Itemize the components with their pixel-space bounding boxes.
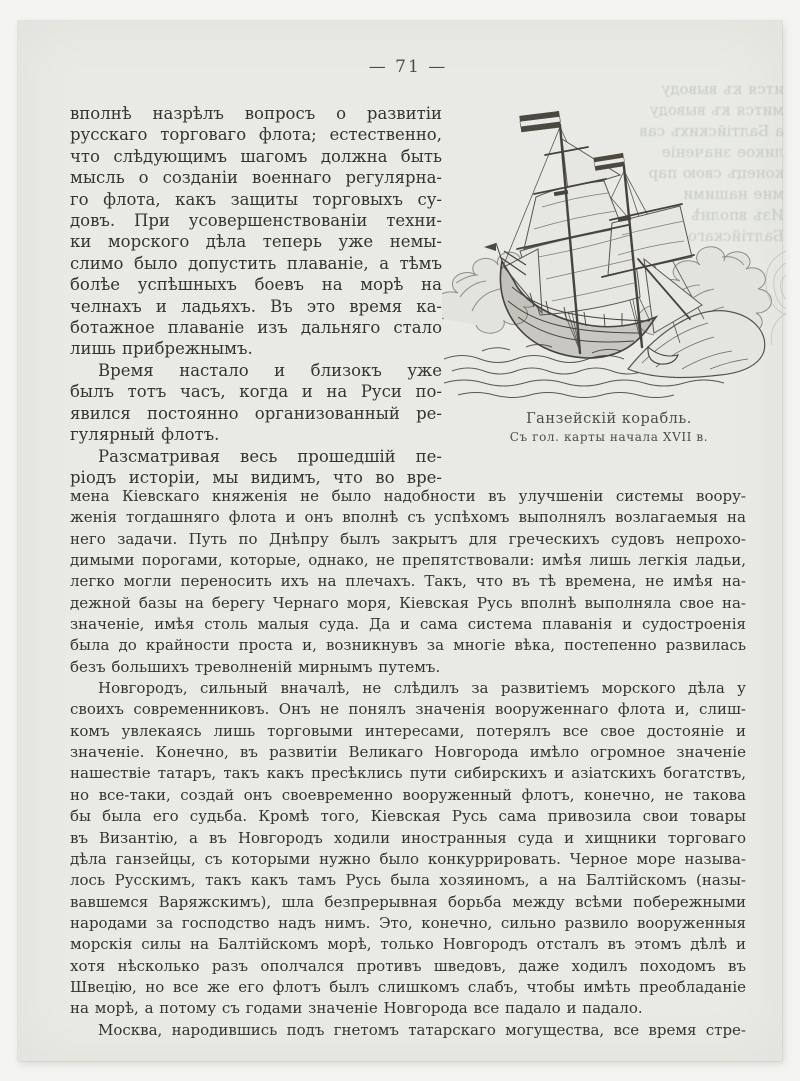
text-line: лось Русскимъ, такъ какъ тамъ Русь была хозяиномъ, а на Балтійскомъ (назы- [70, 871, 746, 890]
text-line: своихъ современниковъ. Онъ не понялъ значенія вооруженнаго флота и, слиш- [70, 700, 746, 719]
text-line: но все-таки, создай онъ своевременно вооруженный флотъ, конечно, не такова [70, 785, 746, 804]
text-line: Швецію, но все же его флотъ былъ слишкомъ слабъ, чтобы имѣть преобладаніе [70, 977, 746, 996]
text-line: вполнѣ назрѣлъ вопросъ о развитіи [70, 104, 442, 123]
text-line: Разсматривая весь прошедшій пе- [98, 446, 442, 466]
text-line: ріодъ исторіи, мы видимъ, что во вре- [70, 467, 442, 487]
ship-engraving-illustration [442, 107, 776, 407]
text-line: Новгородъ, сильный вначалѣ, не слѣдилъ за развитіемъ морского дѣла у [98, 679, 746, 698]
text-line: довъ. При усовершенствованіи техни- [70, 211, 442, 231]
text-line: Время настало и близокъ уже [98, 360, 442, 380]
figure-caption-source: Съ гол. карты начала XVII в. [509, 430, 709, 444]
text-line: ки морского дѣла теперь уже немы- [70, 232, 442, 252]
text-block-main [70, 486, 746, 1041]
text-line: гулярный флотъ. [70, 425, 220, 445]
text-line: женія тогдашняго флота и онъ вполнѣ съ успѣхомъ выполнялъ возлагаемыя на [70, 508, 746, 527]
text-line: безъ большихъ треволненій мирнымъ путемъ. [70, 657, 441, 676]
text-line: дежной базы на берегу Чернаго моря, Кіевская Русь вполнѣ выполняла свое на- [70, 593, 746, 612]
text-column-left [70, 103, 442, 488]
text-line: нашествіе татаръ, такъ какъ пресѣклись пути сибирскихъ и азіатскихъ богатствъ, [70, 764, 746, 783]
scanned-page [18, 21, 782, 1061]
text-line: димыми порогами, которые, однако, не препятствовали: имѣя лишь легкія ладьи, [70, 551, 746, 570]
text-line: го флота, какъ защиты торговыхъ су- [70, 189, 442, 209]
text-line: болѣе успѣшныхъ боевъ на морѣ на [70, 275, 442, 295]
text-line: народами за господство надъ нимъ. Это, конечно, сильно развило вооруженныя [70, 913, 746, 932]
text-line: явился постоянно организованный ре- [70, 403, 442, 423]
text-line: а Балтійскихъ сав [639, 122, 784, 140]
text-line: ится къ выводу [661, 80, 784, 98]
text-line: легко могли переносить ихъ на плечахъ. Такъ, что въ тѣ времена, не имѣя на- [70, 572, 746, 591]
text-line: ботажное плаваніе изъ дальняго стало [70, 318, 442, 338]
text-line: въ Византію, а въ Новгородъ ходили иностранныя суда и хищники торговаго [70, 828, 746, 847]
text-line: была до крайности проста и, возникнувъ за многіе вѣка, постепенно развилась [70, 636, 746, 655]
text-line: челнахъ и ладьяхъ. Въ это время ка- [70, 296, 442, 316]
text-line: слимо было допустить плаваніе, а тѣмъ [70, 253, 442, 273]
text-line: него задачи. Путь по Днѣпру былъ закрытъ для греческихъ судовъ непрохо- [70, 529, 746, 548]
text-line: Изъ вполнѣ [691, 206, 784, 224]
scan-smudge [758, 243, 786, 353]
text-line: мне нашими [683, 185, 784, 203]
hanseatic-ship-figure [442, 107, 776, 444]
text-line: хотя нѣсколько разъ ополчался противъ шведовъ, даже ходилъ походомъ въ [70, 956, 746, 975]
text-line: русскаго торговаго флота; естественно, [70, 125, 442, 145]
text-line: ликое значеніе [661, 143, 784, 161]
text-line: лишь прибрежнымъ. [70, 339, 253, 359]
figure-caption-title: Ганзейскій корабль. [526, 411, 692, 427]
text-line: Москва, народившись подъ гнетомъ татарскаго могущества, все время стре- [98, 1020, 746, 1039]
text-line: комъ увлекаясь лишь торговыми интересами, потерялъ все свое достояніе и [70, 721, 746, 740]
text-line: былъ тотъ часъ, когда и на Руси по- [70, 382, 442, 402]
text-line: на морѣ, а потому съ годами значеніе Новгорода все падало и падало. [70, 999, 643, 1018]
page-number: — 71 — [368, 57, 448, 77]
text-line: мится къ выводу [649, 101, 784, 119]
text-line: Балтійскаго [687, 227, 784, 245]
text-line: что слѣдующимъ шагомъ должна быть [70, 146, 442, 166]
text-line: морскія силы на Балтійскомъ морѣ, только Новгородъ отсталъ въ этомъ дѣлѣ и [70, 935, 746, 954]
text-line: мысль о созданіи военнаго регулярна- [70, 168, 442, 188]
text-line: дѣла ганзейцы, съ которыми нужно было конкуррировать. Черное море называ- [70, 849, 746, 868]
mizzen-mast-flag [593, 153, 625, 171]
text-line: мена Кіевскаго княженія не было надобности въ улучшеніи системы воору- [70, 487, 746, 505]
text-line: значеніе, имѣя столь малыя суда. Да и сама система плаванія и судостроенія [70, 615, 746, 634]
text-line: значеніе. Конечно, въ развитіи Великаго Новгорода имѣло огромное значеніе [70, 743, 746, 762]
main-mast-flag [519, 111, 561, 132]
text-line: бы была его судьба. Кромѣ того, Кіевская Русь сама привозила свои товары [70, 807, 746, 826]
text-line: конецъ свою пар [648, 164, 784, 182]
text-line: вавшемся Варяжскимъ), шла безпрерывная борьба между всѣми побережными [70, 892, 746, 911]
